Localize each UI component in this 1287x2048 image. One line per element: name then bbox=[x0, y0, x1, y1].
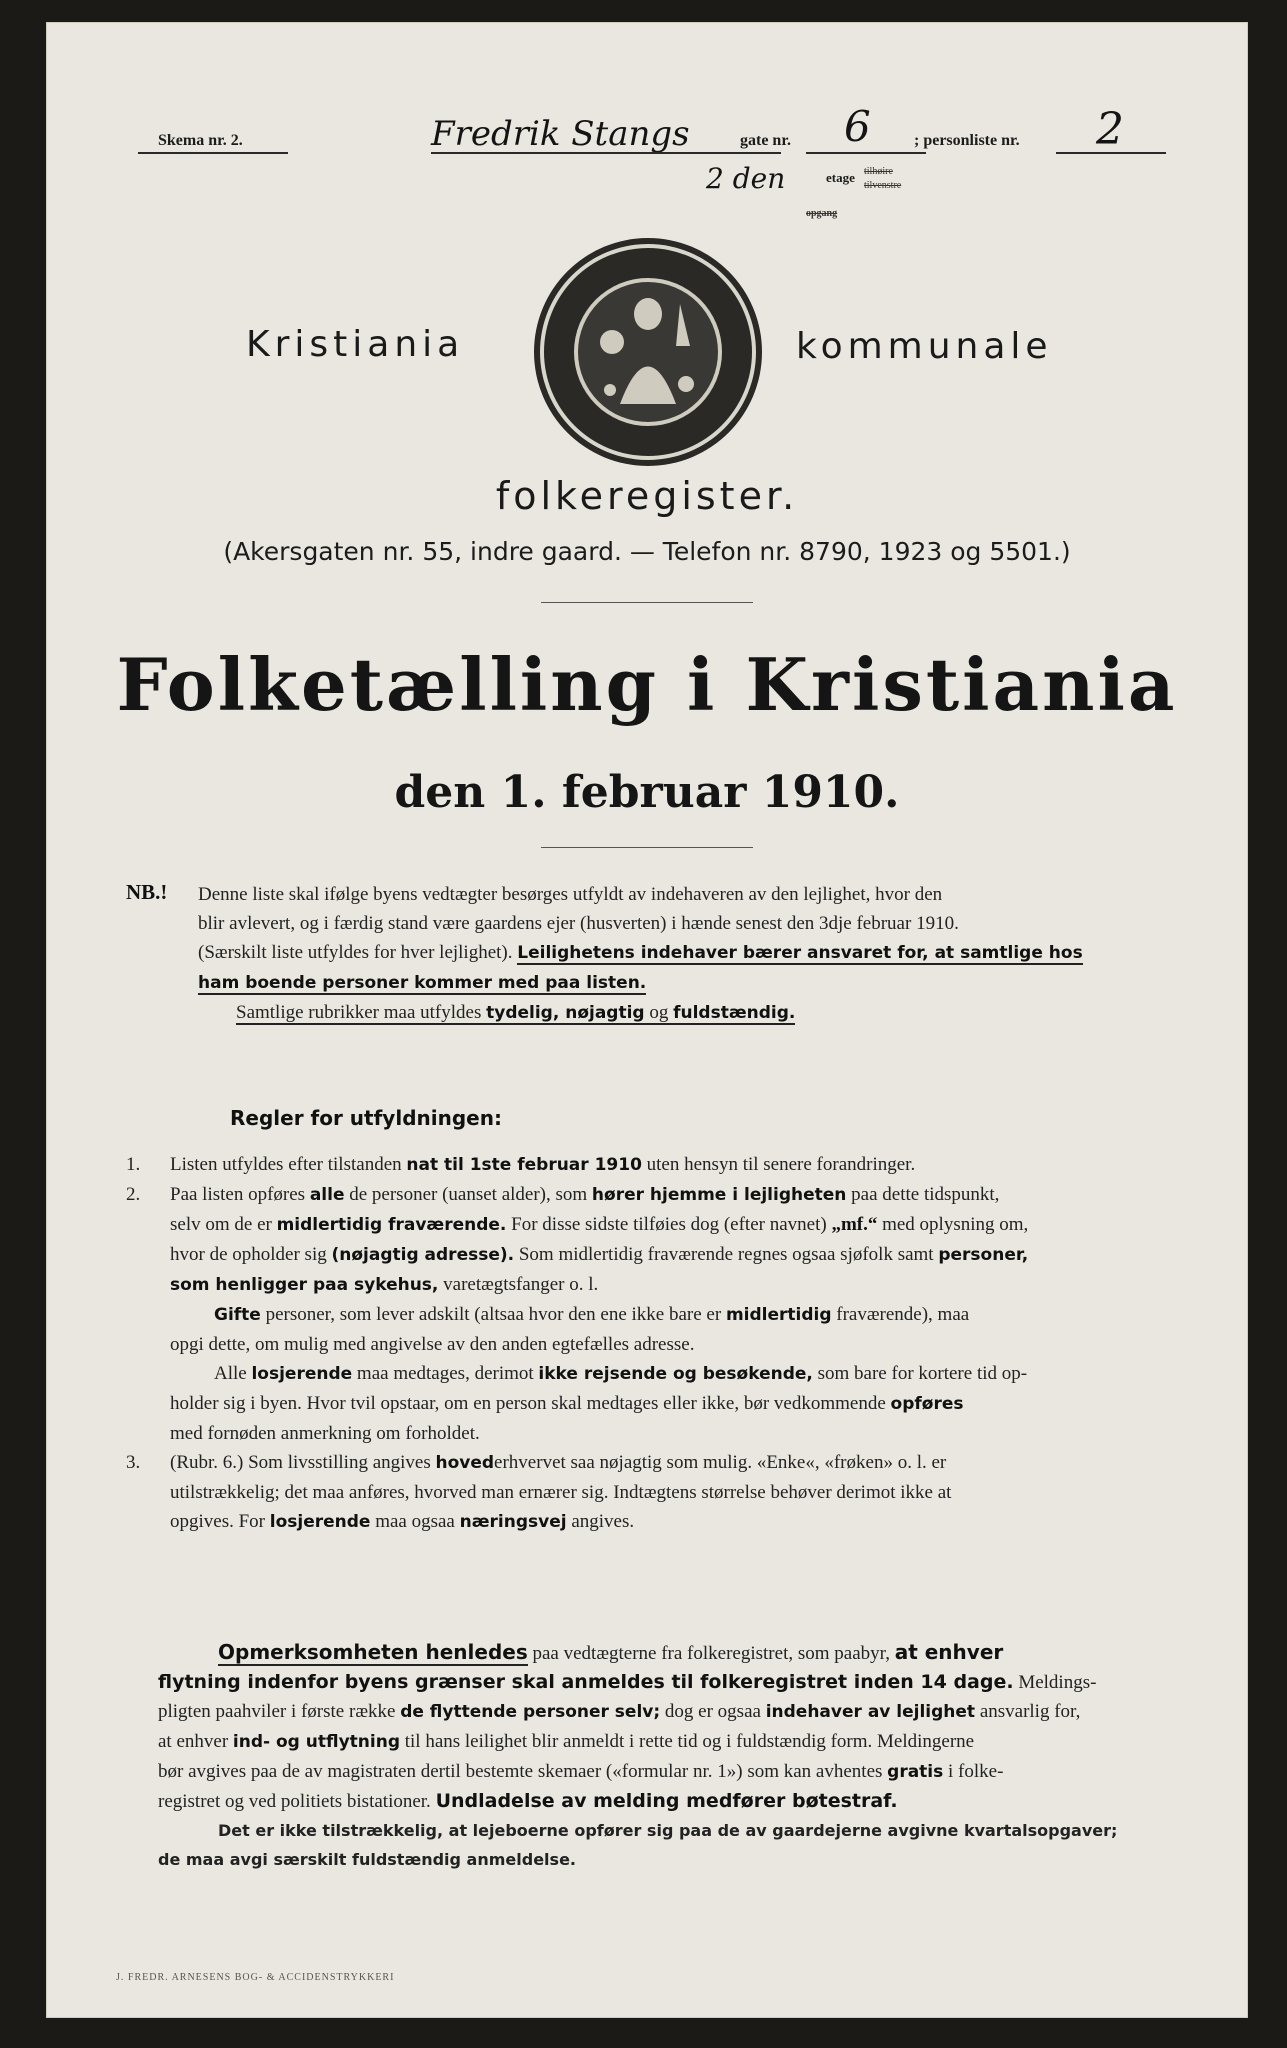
rule-3-l1b: hoved bbox=[435, 1453, 495, 1473]
notice-l6a: registret og ved politiets bistationer. bbox=[158, 1791, 431, 1812]
notice-line-4 bbox=[158, 1727, 1218, 1757]
rule-3-l1c: erhvervet saa nøjagtig som mulig. «Enke«, «frøken» o. l. er bbox=[494, 1452, 947, 1473]
gate-label: gate nr. bbox=[740, 132, 791, 149]
rule-2-line-4 bbox=[126, 1270, 1186, 1300]
notice-l1a: Opmerksomheten henledes bbox=[218, 1640, 528, 1664]
nb-label: NB.! bbox=[126, 880, 168, 904]
rules-list bbox=[126, 1150, 1186, 1537]
rule-2-l8b: opføres bbox=[890, 1394, 964, 1414]
rule-1c: uten hensyn til senere forandringer. bbox=[646, 1154, 916, 1175]
notice-line-6 bbox=[158, 1787, 1218, 1816]
side-option-left: tilvenstre bbox=[864, 180, 902, 191]
rule-2-l4b: varetægtsfanger o. l. bbox=[443, 1274, 599, 1295]
notice-line-3 bbox=[158, 1697, 1218, 1727]
rule-3-l3d: næringsvej bbox=[459, 1512, 567, 1532]
rule-2-l7d: ikke rejsende og besøkende, bbox=[538, 1364, 813, 1384]
rule-2-l1e: paa dette tidspunkt, bbox=[851, 1184, 1000, 1205]
rule-3-l3b: losjerende bbox=[269, 1512, 371, 1532]
rule-3-line-3 bbox=[126, 1507, 1186, 1537]
notice-l5b: gratis bbox=[887, 1762, 944, 1782]
side-option-right: tilhøire bbox=[864, 166, 893, 177]
moving-notice bbox=[158, 1638, 1218, 1874]
notice-l2a: flytning indenfor byens grænser skal anmeldes til folkeregistret inden 14 dage. bbox=[158, 1671, 1014, 1693]
rule-3-l3e: angives. bbox=[571, 1511, 635, 1532]
notice-l1c: at enhver bbox=[894, 1640, 1004, 1664]
floor-handwritten[interactable]: 2 den bbox=[706, 162, 786, 195]
rule-2-l3d: personer, bbox=[938, 1245, 1029, 1265]
rule-2-l3c: Som midlertidig fraværende regnes ogsaa sjøfolk samt bbox=[518, 1244, 934, 1265]
masthead-left-word: Kristiania bbox=[246, 324, 465, 365]
gate-number-handwritten[interactable]: 6 bbox=[844, 102, 871, 151]
rule-1-number: 1. bbox=[126, 1154, 141, 1175]
personliste-number-handwritten[interactable]: 2 bbox=[1096, 104, 1124, 155]
rule-3-l1a: (Rubr. 6.) Som livsstilling angives bbox=[170, 1452, 431, 1473]
gate-underline bbox=[806, 152, 926, 154]
rule-3-line-2: utilstrækkelig; det maa anføres, hvorved man ernærer sig. Indtægtens størrelse behøver derimot ikke at bbox=[170, 1482, 952, 1503]
rule-2-l5a: Gifte bbox=[214, 1305, 261, 1325]
nb-text bbox=[198, 880, 1178, 1028]
notice-line-1 bbox=[158, 1638, 1218, 1668]
rule-2-l1d: hører hjemme i lejligheten bbox=[591, 1185, 847, 1205]
notice-l2b: Meldings- bbox=[1018, 1672, 1097, 1693]
rule-2-l4a: som henligger paa sykehus, bbox=[170, 1275, 439, 1295]
page-title: Folketælling i Kristiania bbox=[116, 642, 1178, 727]
personliste-underline bbox=[1056, 152, 1166, 154]
rule-2-number: 2. bbox=[126, 1184, 141, 1205]
nb-line-2: blir avlevert, og i færdig stand være gaardens ejer (husverten) i hænde senest den 3dje februar 1910. bbox=[198, 913, 959, 934]
rule-3-line-1 bbox=[126, 1448, 1186, 1478]
rule-2-l8a: holder sig i byen. Hvor tvil opstaar, om en person skal medtages eller ikke, bør vedkommende bbox=[170, 1393, 886, 1414]
notice-l3a: pligten paahviler i første række bbox=[158, 1701, 396, 1722]
rule-2-l2e: med oplysning om, bbox=[882, 1214, 1029, 1235]
rule-2-l3a: hvor de opholder sig bbox=[170, 1244, 327, 1265]
rule-2-line-3 bbox=[126, 1240, 1186, 1270]
notice-line-7: Det er ikke tilstrækkelig, at lejeboerne opfører sig paa de av gaardejerne avgivne kvartalsopgaver; bbox=[218, 1821, 1118, 1840]
divider-bottom bbox=[541, 847, 753, 848]
notice-l3e: ansvarlig for, bbox=[979, 1701, 1081, 1722]
rule-2-l2c: For disse sidste tilføies dog (efter navnet) bbox=[511, 1214, 827, 1235]
opgang-label: opgang bbox=[806, 208, 838, 219]
nb-line-1: Denne liste skal ifølge byens vedtægter besørges utfyldt av indehaveren av den lejlighet, hvor den bbox=[198, 884, 943, 905]
subtitle-folkeregister: folkeregister. bbox=[495, 474, 799, 518]
rule-2-l2d: „mf.“ bbox=[831, 1214, 878, 1235]
divider-top bbox=[541, 602, 753, 603]
skema-underline bbox=[138, 152, 288, 154]
rule-2-l7c: maa medtages, derimot bbox=[356, 1363, 534, 1384]
nb-line-5b: tydelig, nøjagtig bbox=[486, 1003, 645, 1023]
notice-l3b: de flyttende personer selv; bbox=[400, 1702, 661, 1722]
rule-2-line-9: med fornøden anmerkning om forholdet. bbox=[170, 1423, 480, 1444]
nb-line-3a: (Særskilt liste utfyldes for hver lejlighet). bbox=[198, 942, 513, 963]
rule-2-l1b: alle bbox=[309, 1185, 345, 1205]
notice-l4c: til hans leilighet blir anmeldt i rette tid og i fuldstændig form. Meldingerne bbox=[404, 1731, 975, 1752]
census-date: den 1. februar 1910. bbox=[394, 767, 900, 818]
rule-2-l3b: (nøjagtig adresse). bbox=[331, 1245, 515, 1265]
skema-label: Skema nr. 2. bbox=[158, 132, 243, 149]
notice-line-5 bbox=[158, 1757, 1218, 1787]
notice-line-8: de maa avgi særskilt fuldstændig anmeldelse. bbox=[158, 1850, 576, 1869]
rule-3-l3c: maa ogsaa bbox=[375, 1511, 455, 1532]
rule-2-l7a: Alle bbox=[214, 1363, 247, 1384]
nb-line-5 bbox=[198, 998, 1178, 1028]
rule-1a: Listen utfyldes efter tilstanden bbox=[170, 1154, 402, 1175]
notice-l5c: i folke- bbox=[948, 1761, 1004, 1782]
rule-1 bbox=[126, 1150, 1186, 1180]
rule-3-number: 3. bbox=[126, 1452, 141, 1473]
rule-2-line-1 bbox=[126, 1180, 1186, 1210]
nb-line-3 bbox=[198, 938, 1178, 968]
city-seal bbox=[530, 234, 766, 470]
notice-l3c: dog er ogsaa bbox=[664, 1701, 761, 1722]
street-underline bbox=[431, 152, 781, 154]
rule-3-l3a: opgives. For bbox=[170, 1511, 265, 1532]
notice-l4b: ind- og utflytning bbox=[232, 1732, 400, 1752]
rule-2-l1c: de personer (uanset alder), som bbox=[349, 1184, 588, 1205]
personliste-label: ; personliste nr. bbox=[914, 132, 1020, 149]
notice-line-2 bbox=[158, 1668, 1218, 1697]
rule-2-l5c: midlertidig bbox=[725, 1305, 832, 1325]
rule-2-line-8 bbox=[126, 1389, 1186, 1419]
rule-1b: nat til 1ste februar 1910 bbox=[406, 1155, 642, 1175]
rule-2-l5d: fraværende), maa bbox=[836, 1304, 970, 1325]
masthead-right-word: kommunale bbox=[796, 326, 1053, 367]
rule-2-l7b: losjerende bbox=[251, 1364, 353, 1384]
nb-line-5d: fuldstændig. bbox=[673, 1003, 796, 1023]
nb-line-5a: Samtlige rubrikker maa utfyldes bbox=[236, 1002, 482, 1023]
rule-2-l7e: som bare for kortere tid op- bbox=[817, 1363, 1028, 1384]
notice-l3d: indehaver av lejlighet bbox=[765, 1702, 976, 1722]
rule-2-l2a: selv om de er bbox=[170, 1214, 272, 1235]
rule-2-line-7 bbox=[126, 1359, 1186, 1389]
rule-2-line-5 bbox=[126, 1300, 1186, 1330]
rule-2-l5b: personer, som lever adskilt (altsaa hvor den ene ikke bare er bbox=[265, 1304, 722, 1325]
rule-2-l1a: Paa listen opføres bbox=[170, 1184, 306, 1205]
nb-line-4-text: ham boende personer kommer med paa listen. bbox=[198, 973, 647, 993]
notice-l6b: Undladelse av melding medfører bøtestraf. bbox=[435, 1790, 898, 1812]
office-address: (Akersgaten nr. 55, indre gaard. — Telefon nr. 8790, 1923 og 5501.) bbox=[223, 537, 1071, 566]
nb-line-5c: og bbox=[649, 1002, 669, 1023]
rule-2-line-2 bbox=[126, 1210, 1186, 1240]
street-name-handwritten[interactable]: Fredrik Stangs bbox=[431, 114, 690, 154]
nb-line-5-group bbox=[236, 1002, 795, 1025]
nb-line-4 bbox=[198, 968, 1178, 998]
rule-2-l2b: midlertidig fraværende. bbox=[276, 1215, 507, 1235]
etage-label: etage bbox=[826, 170, 855, 185]
rules-heading: Regler for utfyldningen: bbox=[230, 1106, 502, 1130]
city-seal-icon bbox=[530, 234, 766, 470]
printer-imprint: J. FREDR. ARNESENS BOG- & ACCIDENSTRYKKERI bbox=[116, 1972, 395, 1983]
notice-l5a: bør avgives paa de av magistraten dertil bestemte skemaer («formular nr. 1») som kan avhentes bbox=[158, 1761, 883, 1782]
rule-2-line-6: opgi dette, om mulig med angivelse av den anden egtefælles adresse. bbox=[170, 1334, 695, 1355]
census-form-page bbox=[46, 22, 1248, 2018]
notice-l1b: paa vedtægterne fra folkeregistret, som paabyr, bbox=[532, 1643, 890, 1664]
nb-line-3b: Leilighetens indehaver bærer ansvaret for, at samtlige hos bbox=[517, 943, 1083, 963]
notice-l4a: at enhver bbox=[158, 1731, 229, 1752]
